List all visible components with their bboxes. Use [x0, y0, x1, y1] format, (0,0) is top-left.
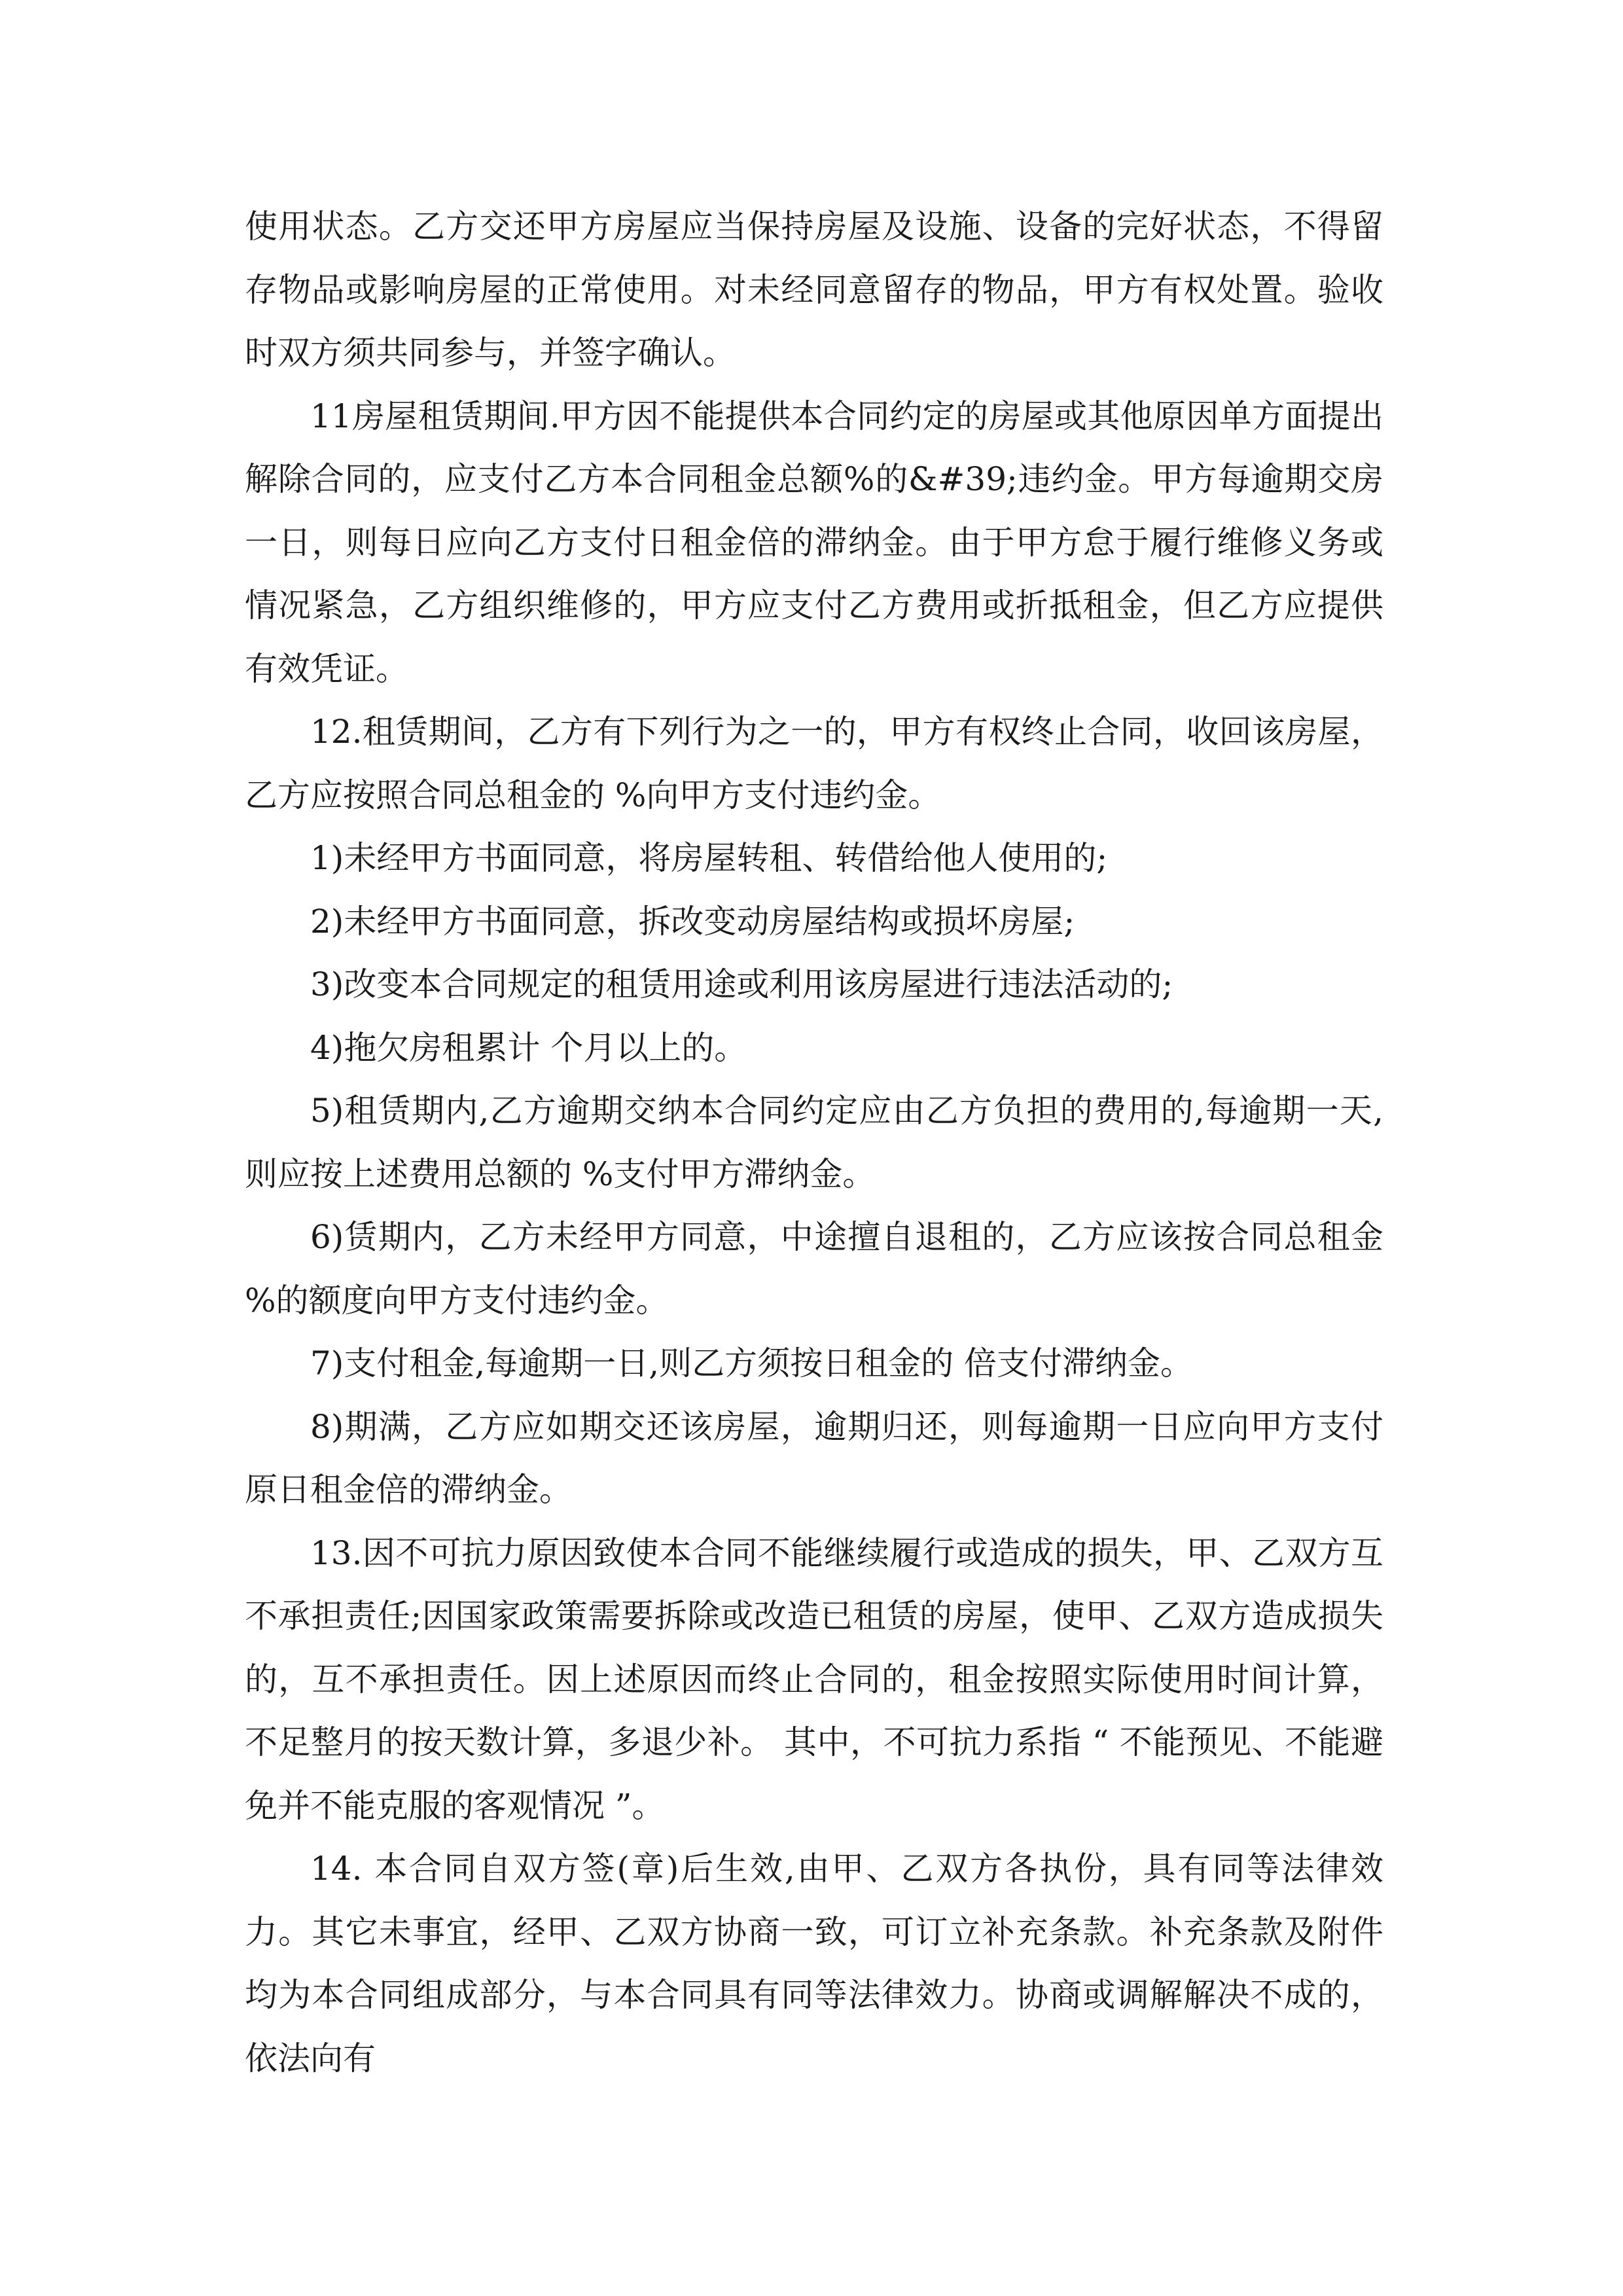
list-item-1: 1)未经甲方书面同意，将房屋转租、转借给他人使用的; [310, 839, 1108, 877]
paragraph-clause-11: 11房屋租赁期间.甲方因不能提供本合同约定的房屋或其他原因单方面提出解除合同的，应支付乙方本合同租金总额%的&#39;违约金。甲方每逾期交房一日，则每日应向乙方支付日租金倍的滞纳金。由于甲方怠于履行维修义务或情况紧急，乙方组织维修的，甲方应支付乙方费用或折抵租金，但乙方应提供有效凭证。 [245, 397, 1383, 688]
list-item-2: 2)未经甲方书面同意，拆改变动房屋结构或损坏房屋; [310, 902, 1075, 941]
paragraph-clause-12: 12.租赁期间，乙方有下列行为之一的，甲方有权终止合同，收回该房屋，乙方应按照合同总租金的 %向甲方支付违约金。 [245, 713, 1383, 814]
list-item-7: 7)支付租金,每逾期一日,则乙方须按日租金的 倍支付滞纳金。 [310, 1344, 1193, 1382]
list-item-6: 6)赁期内，乙方未经甲方同意，中途擅自退租的，乙方应该按合同总租金 %的额度向甲方支付违约金。 [245, 1218, 1383, 1319]
paragraph-continuation: 使用状态。乙方交还甲方房屋应当保持房屋及设施、设备的完好状态，不得留存物品或影响房屋的正常使用。对未经同意留存的物品，甲方有权处置。验收时双方须共同参与，并签字确认。 [245, 207, 1383, 372]
list-item-4: 4)拖欠房租累计 个月以上的。 [310, 1028, 747, 1067]
list-item-8: 8)期满，乙方应如期交还该房屋，逾期归还，则每逾期一日应向甲方支付原日租金倍的滞纳金。 [245, 1407, 1383, 1509]
list-item-3: 3)改变本合同规定的租赁用途或利用该房屋进行违法活动的; [310, 965, 1173, 1003]
contract-body [245, 195, 1383, 2090]
paragraph-clause-13: 13.因不可抗力原因致使本合同不能继续履行或造成的损失，甲、乙双方互不承担责任;因国家政策需要拆除或改造已租赁的房屋，使甲、乙双方造成损失的，互不承担责任。因上述原因而终止合同的，租金按照实际使用时间计算，不足整月的按天数计算，多退少补。 其中，不可抗力系指 “ 不能预见、不能避免并不能克服的客观情况 ”。 [245, 1534, 1383, 1825]
paragraph-clause-14: 14. 本合同自双方签(章)后生效,由甲、乙双方各执份，具有同等法律效力。其它未事宜，经甲、乙双方协商一致，可订立补充条款。补充条款及附件均为本合同组成部分，与本合同具有同等法律效力。协商或调解解决不成的，依法向有 [245, 1850, 1383, 2077]
list-item-5: 5)租赁期内,乙方逾期交纳本合同约定应由乙方负担的费用的,每逾期一天,则应按上述费用总额的 %支付甲方滞纳金。 [245, 1092, 1383, 1193]
